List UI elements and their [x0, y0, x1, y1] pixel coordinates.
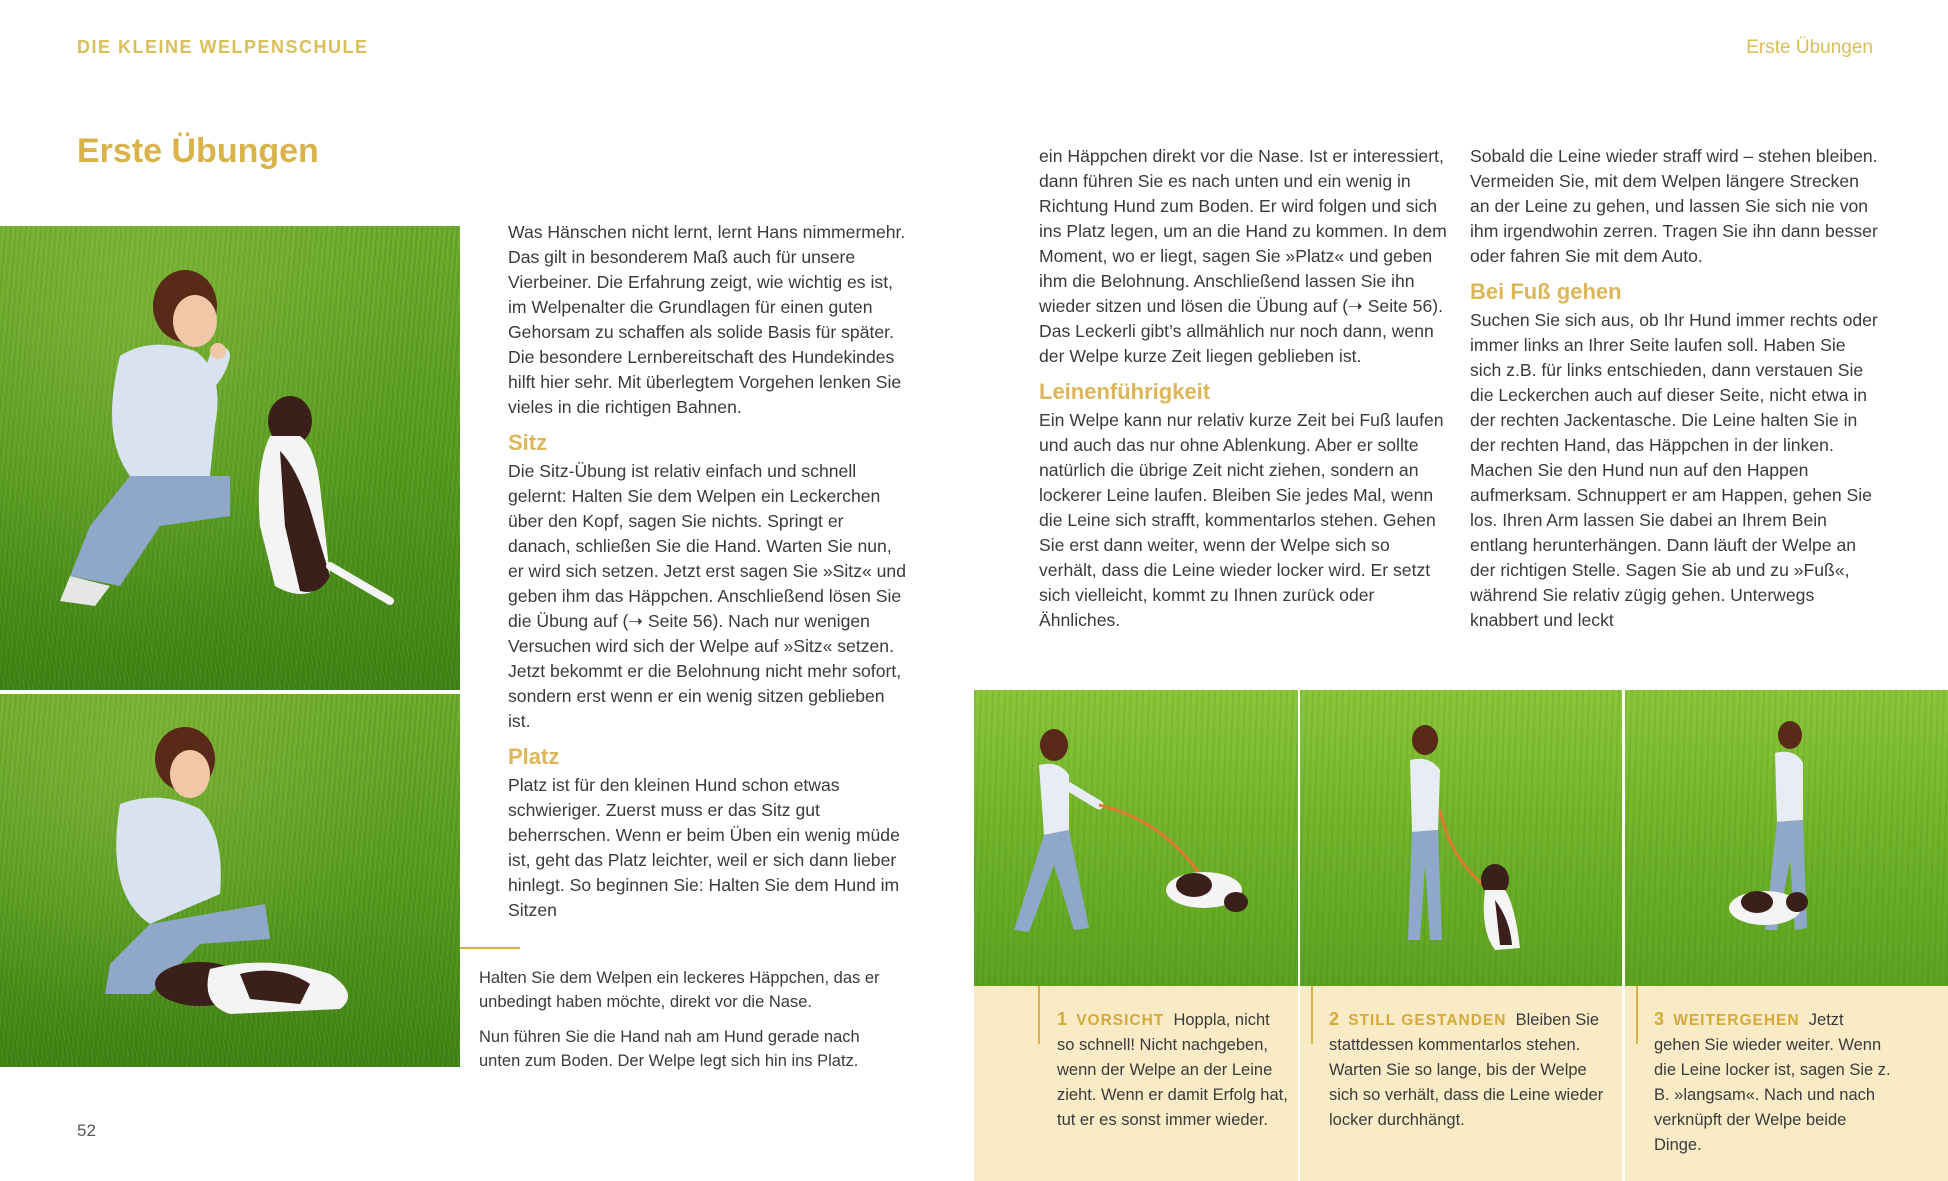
step-3-number: 3 — [1654, 1009, 1665, 1029]
page-title: Erste Übungen — [77, 132, 319, 170]
woman-standing-puppy-sitting-illustration — [1300, 690, 1622, 986]
step-3-label: WEITERGEHEN — [1673, 1012, 1800, 1029]
leine-paragraph: Ein Welpe kann nur relativ kurze Zeit bei Fuß laufen und auch das nur ohne Ablenkung. Aber er sollte natürlich die übrige Zeit nicht ziehen, sondern an lockerer Leine laufen. Bleiben Sie jedes Mal, wenn die Leine sich strafft, kommentarlos stehen. Gehen Sie erst dann weiter, wenn der Welpe sich so verhält, dass die Leine wieder locker wird. Er setzt sich vielleicht, kommt zu Ihnen zurück oder Ähnliches. — [1039, 410, 1444, 630]
caption-second: Nun führen Sie die Hand nah am Hund gerade nach unten zum Boden. Der Welpe legt sich hin ins Platz. — [479, 1028, 860, 1070]
page-number: 52 — [77, 1121, 96, 1140]
platz-paragraph: Platz ist für den kleinen Hund schon etwas schwieriger. Zuerst muss er das Sitz gut beherrschen. Wenn er beim Üben ein wenig müde ist, geht das Platz leichter, weil er sich dann lieber hinlegt. So beginnen Sie: Halten Sie dem Hund im Sitzen — [508, 775, 900, 920]
column-1 — [508, 220, 908, 923]
step-2-caption — [1329, 1007, 1614, 1133]
step-3-text: Jetzt gehen Sie wieder weiter. Wenn die Leine locker ist, sagen Sie z. B. »langsam«. Nach und nach verknüpft der Welpe beide Dinge. — [1654, 1011, 1891, 1154]
step-photo-3 — [1625, 690, 1948, 986]
woman-walking-puppy-heel-illustration — [1625, 690, 1948, 986]
woman-puppy-sitz-illustration — [0, 226, 460, 690]
photo-platz — [0, 694, 460, 1067]
photo-captions — [479, 966, 889, 1084]
platz-heading: Platz — [508, 744, 560, 769]
step-2-label: STILL GESTANDEN — [1348, 1012, 1507, 1029]
woman-puppy-platz-illustration — [0, 694, 460, 1067]
step-1-caption — [1057, 1007, 1289, 1133]
fuss-paragraph: Suchen Sie sich aus, ob Ihr Hund immer rechts oder immer links an Ihrer Seite laufen soll. Haben Sie sich z.B. für links entschieden, dann verstauen Sie die Leckerchen auch auf dieser Seite, nicht etwa in der rechten Jackentasche. Die Leine halten Sie in der rechten Hand, das Häppchen in der linken. Machen Sie den Hund nun auf den Happen aufmerksam. Schnuppert er am Happen, gehen Sie los. Ihren Arm lassen Sie dabei an Ihrem Bein entlang herunterhängen. Dann läuft der Welpe an der richtigen Stelle. Sagen Sie ab und zu »Fuß«, während Sie relativ zügig gehen. Unterwegs knabbert und leckt — [1470, 310, 1878, 630]
step-photo-1 — [974, 690, 1298, 986]
leine-continuation: Sobald die Leine wieder straff wird – stehen bleiben. Vermeiden Sie, mit dem Welpen längere Strecken an der Leine zu gehen, und lassen Sie sich nie von ihm irgendwohin zerren. Tragen Sie ihn dann besser oder fahren Sie mit dem Auto. — [1470, 146, 1878, 266]
step-3-caption — [1654, 1007, 1894, 1158]
step-1-text: Hoppla, nicht so schnell! Nicht nachgeben, wenn der Welpe an der Leine zieht. Wenn er damit Erfolg hat, tut er es sonst immer wieder. — [1057, 1011, 1288, 1129]
step-1-number: 1 — [1057, 1009, 1068, 1029]
step-2-number: 2 — [1329, 1009, 1340, 1029]
running-header-left: DIE KLEINE WELPENSCHULE — [77, 37, 369, 57]
column-3 — [1470, 144, 1880, 633]
leine-heading: Leinenführigkeit — [1039, 379, 1211, 404]
fuss-heading: Bei Fuß gehen — [1470, 279, 1622, 304]
caption-rule — [460, 947, 520, 949]
platz-continuation: ein Häppchen direkt vor die Nase. Ist er interessiert, dann führen Sie es nach unten und ein wenig in Richtung Hund zum Boden. Er wird folgen und sich ins Platz legen, um an die Hand zu kommen. In dem Moment, wo er liegt, sagen Sie »Platz« und geben ihm die Belohnung. Anschließend lassen Sie ihn wieder sitzen und lösen die Übung auf (➝ Seite 56). Das Leckerli gibt’s allmählich nur noch dann, wenn der Welpe kurze Zeit liegen geblieben ist. — [1039, 146, 1447, 366]
caption-first: Halten Sie dem Welpen ein leckeres Häppchen, das er unbedingt haben möchte, direkt vor die Nase. — [479, 969, 880, 1011]
step-photo-2 — [1300, 690, 1622, 986]
running-header-right: Erste Übungen — [1746, 37, 1873, 58]
step-1-marker-line — [1038, 986, 1040, 1044]
intro-paragraph: Was Hänschen nicht lernt, lernt Hans nimmermehr. Das gilt in besonderem Maß auch für unsere Vierbeiner. Die Erfahrung zeigt, wie wichtig es ist, im Welpenalter die Grundlagen für einen guten Gehorsam zu schaffen als solide Basis für später. Die besondere Lernbereitschaft des Hundekindes hilft hier sehr. Mit überlegtem Vorgehen lenken Sie vieles in die richtigen Bahnen. — [508, 222, 906, 417]
step-2-text: Bleiben Sie stattdessen kommentarlos stehen. Warten Sie so lange, bis der Welpe sich so verhält, dass die Leine wieder locker durchhängt. — [1329, 1011, 1604, 1129]
sitz-paragraph: Die Sitz-Übung ist relativ einfach und schnell gelernt: Halten Sie dem Welpen ein Leckerchen über den Kopf, sagen Sie nichts. Springt er danach, schließen Sie die Hand. Warten Sie nun, er wird sich setzen. Jetzt erst sagen Sie »Sitz« und geben ihm das Häppchen. Anschließend lösen Sie die Übung auf (➝ Seite 56). Nach nur wenigen Versuchen wird sich der Welpe auf »Sitz« setzen. Jetzt bekommt er die Belohnung nicht mehr sofort, sondern erst wenn er ein wenig sitzen geblieben ist. — [508, 461, 907, 731]
sitz-heading: Sitz — [508, 430, 548, 455]
step-2-marker-line — [1311, 986, 1313, 1044]
column-2 — [1039, 144, 1449, 633]
photo-sitz — [0, 226, 460, 690]
step-1-label: VORSICHT — [1076, 1012, 1165, 1029]
woman-pulling-puppy-illustration — [974, 690, 1298, 986]
step-3-marker-line — [1636, 986, 1638, 1044]
